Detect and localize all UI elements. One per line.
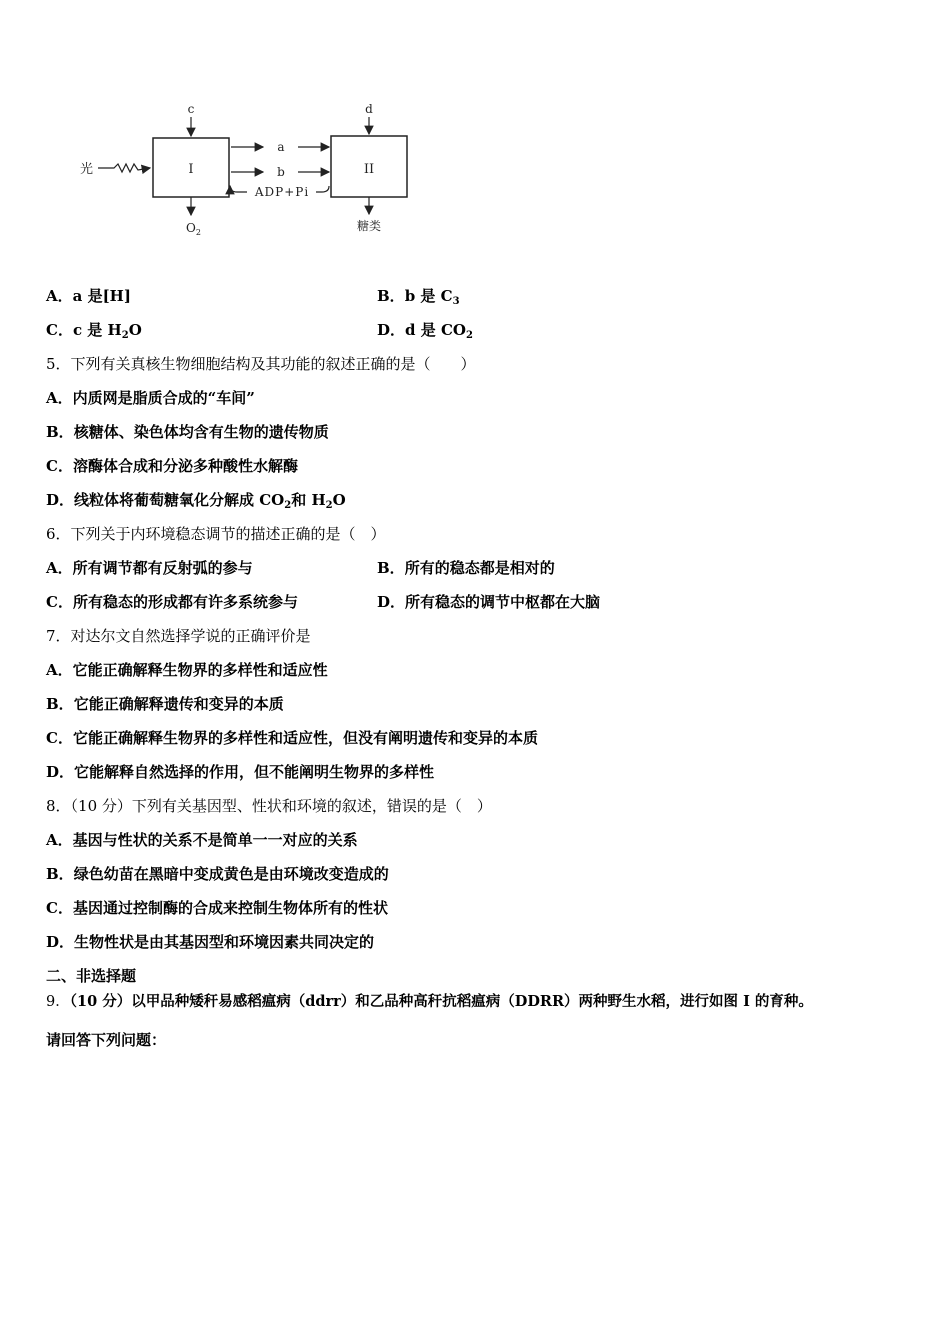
q5-option-b[interactable]: B．核糖体、染色体均含有生物的遗传物质 — [46, 423, 329, 441]
box-1-label: I — [188, 162, 194, 177]
q8-option-d[interactable]: D．生物性状是由其基因型和环境因素共同决定的 — [46, 933, 375, 951]
q6-option-d[interactable]: D．所有稳态的调节中枢都在大脑 — [377, 593, 601, 611]
q8-stem: 8．（10 分）下列有关基因型、性状和环境的叙述，错误的是（ ） — [46, 797, 492, 815]
box-2-label: II — [363, 162, 375, 177]
adp-cycle-right — [316, 186, 329, 192]
q6-option-a[interactable]: A．所有调节都有反射弧的参与 — [46, 559, 253, 577]
q7-stem: 7．对达尔文自然选择学说的正确评价是 — [46, 627, 311, 645]
adp-cycle-left — [230, 186, 247, 192]
q7-option-c[interactable]: C．它能正确解释生物界的多样性和适应性，但没有阐明遗传和变异的本质 — [46, 729, 538, 747]
q6-option-c[interactable]: C．所有稳态的形成都有许多系统参与 — [46, 593, 298, 611]
input-d-label: d — [365, 102, 373, 116]
adp-pi-label: ADP+Pi — [254, 185, 310, 199]
q9-stem: 9．（10 分）以甲品种矮秆易感稻瘟病（ddrr）和乙品种高秆抗稻瘟病（DDRR）两种野生水稻，进行如图 I 的育种。 — [46, 993, 813, 1010]
q4-option-c[interactable]: C．c 是 $H_2O$ — [46, 321, 142, 341]
q4-option-b[interactable]: B．b 是 $C_3$ — [377, 287, 460, 307]
q8-option-c[interactable]: C．基因通过控制酶的合成来控制生物体所有的性状 — [46, 899, 388, 917]
q5-option-d[interactable]: D．线粒体将葡萄糖氧化分解成 $CO_2$和 $H_2O$ — [46, 491, 346, 511]
q4-option-a[interactable]: A．a 是[H] — [46, 287, 131, 305]
light-wave-arrow — [98, 164, 150, 172]
q7-option-d[interactable]: D．它能解释自然选择的作用，但不能阐明生物界的多样性 — [46, 763, 435, 781]
q5-option-a[interactable]: A．内质网是脂质合成的“车间” — [46, 389, 255, 407]
output-sugar-label: 糖类 — [356, 219, 382, 233]
q5-option-c[interactable]: C．溶酶体合成和分泌多种酸性水解酶 — [46, 457, 298, 475]
q6-option-b[interactable]: B．所有的稳态都是相对的 — [377, 559, 555, 577]
photosynthesis-diagram — [72, 98, 422, 248]
q5-stem: 5．下列有关真核生物细胞结构及其功能的叙述正确的是（ ） — [46, 355, 476, 373]
input-c-label: c — [187, 102, 195, 116]
q9-prompt: 请回答下列问题： — [46, 1031, 167, 1049]
q8-option-b[interactable]: B．绿色幼苗在黑暗中变成黄色是由环境改变造成的 — [46, 865, 389, 883]
q8-option-a[interactable]: A．基因与性状的关系不是简单一一对应的关系 — [46, 831, 358, 849]
output-o2-label: $O_2$ — [186, 221, 201, 237]
q7-option-b[interactable]: B．它能正确解释遗传和变异的本质 — [46, 695, 284, 713]
arrow-b-label: b — [277, 165, 285, 179]
arrow-a-label: a — [277, 140, 285, 154]
q6-stem: 6．下列关于内环境稳态调节的描述正确的是（ ） — [46, 525, 386, 543]
q7-option-a[interactable]: A．它能正确解释生物界的多样性和适应性 — [46, 661, 328, 679]
section-2-title: 二、非选择题 — [46, 967, 137, 985]
light-label: 光 — [80, 162, 94, 177]
q4-option-d[interactable]: D．d 是 $CO_2$ — [377, 321, 473, 341]
